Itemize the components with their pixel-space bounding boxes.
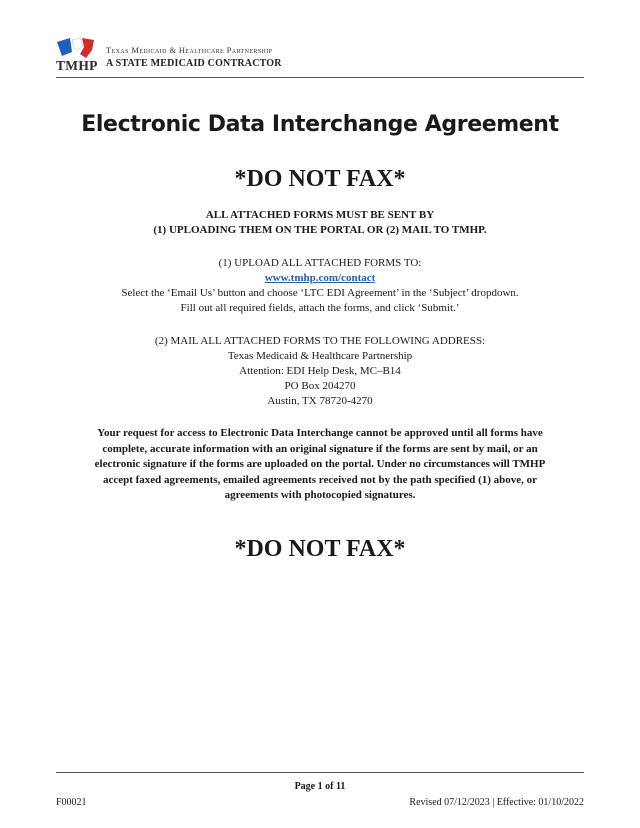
mail-address-line-3: PO Box 204270 bbox=[284, 380, 356, 392]
notice-line-2: complete, accurate information with an original signature if the forms are sent by mail, or an bbox=[102, 442, 538, 455]
mail-address-line-1: Texas Medicaid & Healthcare Partnership bbox=[227, 350, 413, 362]
notice-line-1: Your request for access to Electronic Data Interchange cannot be approved until all forms have bbox=[97, 427, 543, 439]
do-not-fax-footer-heading: *DO NOT FAX* bbox=[234, 536, 406, 562]
submission-line-2: (1) UPLOADING THEM ON THE PORTAL OR (2) MAIL TO TMHP. bbox=[153, 224, 487, 236]
notice-line-4: accept faxed agreements, emailed agreements received not by the path specified (1) above, or bbox=[102, 473, 538, 486]
mail-address-line-4: Austin, TX 78720-4270 bbox=[267, 395, 373, 407]
mail-address-line-2: Attention: EDI Help Desk, MC–B14 bbox=[239, 365, 401, 377]
revision-dates: Revised 07/12/2023 | Effective: 01/10/2022 bbox=[409, 797, 584, 808]
submission-instructions bbox=[0, 208, 640, 238]
notice-line-3: electronic signature if the forms are uploaded on the portal. Under no circumstances will TMHP bbox=[94, 458, 546, 470]
upload-instruction-2: Fill out all required fields, attach the forms, and click ‘Submit.’ bbox=[180, 302, 460, 314]
upload-section bbox=[0, 256, 640, 316]
header-divider bbox=[56, 77, 584, 78]
contractor-label: A STATE MEDICAID CONTRACTOR bbox=[106, 58, 282, 69]
form-id: F00021 bbox=[56, 797, 87, 808]
page-header bbox=[56, 36, 584, 78]
contact-link[interactable]: www.tmhp.com/contact bbox=[264, 272, 376, 284]
mail-section bbox=[0, 334, 640, 409]
notice-line-5: agreements with photocopied signatures. bbox=[224, 489, 416, 501]
page-title: Electronic Data Interchange Agreement bbox=[81, 112, 559, 137]
logo-text: TMHP bbox=[56, 58, 98, 73]
page-number: Page 1 of 11 bbox=[294, 781, 346, 792]
submission-line-1: ALL ATTACHED FORMS MUST BE SENT BY bbox=[205, 209, 435, 221]
do-not-fax-heading: *DO NOT FAX* bbox=[234, 166, 406, 192]
approval-notice bbox=[86, 426, 554, 504]
upload-instruction-1: Select the ‘Email Us’ button and choose ‘LTC EDI Agreement’ in the ‘Subject’ dropdown. bbox=[121, 287, 519, 299]
mail-heading: (2) MAIL ALL ATTACHED FORMS TO THE FOLLOWING ADDRESS: bbox=[154, 335, 486, 347]
upload-heading: (1) UPLOAD ALL ATTACHED FORMS TO: bbox=[218, 257, 422, 269]
footer-divider bbox=[56, 772, 584, 773]
partner-name: Texas Medicaid & Healthcare Partnership bbox=[106, 45, 273, 55]
tmhp-logo bbox=[56, 36, 102, 76]
